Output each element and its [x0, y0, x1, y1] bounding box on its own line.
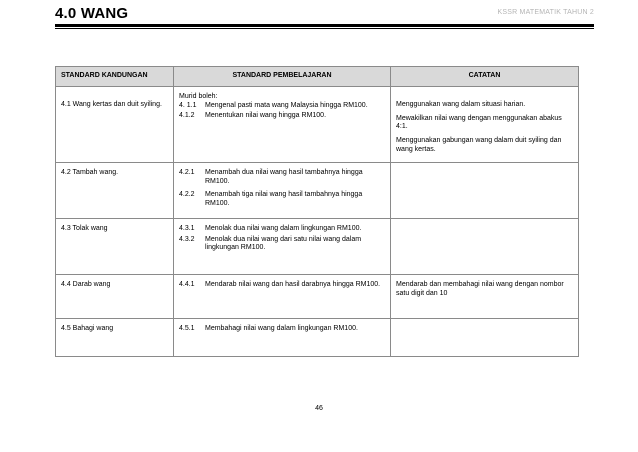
learning-standard-item	[179, 236, 385, 254]
kandungan-text: 4.1 Wang kertas dan duit syiling.	[61, 100, 162, 108]
item-text: Membahagi nilai wang dalam lingkungan RM100.	[205, 324, 358, 332]
header-divider	[55, 24, 594, 27]
item-number: 4.4.1	[179, 280, 195, 288]
kandungan-text: 4.5 Bahagi wang	[61, 324, 114, 332]
table-header-row	[56, 67, 579, 87]
item-text: Mendarab nilai wang dan hasil darabnya hingga RM100.	[205, 280, 381, 288]
kandungan-text: 4.4 Darab wang	[61, 280, 111, 288]
learning-standard-item	[179, 281, 385, 290]
cell-catatan	[391, 318, 579, 356]
catatan-note: Menggunakan wang dalam situasi harian.	[396, 100, 526, 108]
cell-standard-pembelajaran	[174, 274, 391, 318]
item-text: Menolak dua nilai wang dalam lingkungan RM100.	[205, 224, 362, 232]
item-number: 4.2.2	[179, 191, 195, 199]
kandungan-text: 4.2 Tambah wang.	[61, 168, 119, 176]
catatan-note: Mendarab dan membahagi nilai wang dengan nombor satu digit dan 10	[396, 280, 564, 297]
cell-standard-kandungan	[56, 318, 174, 356]
item-text: Menolak dua nilai wang dari satu nilai wang dalam lingkungan RM100.	[205, 235, 362, 252]
page-title: 4.0 WANG	[55, 5, 129, 22]
item-text: Mengenal pasti mata wang Malaysia hingga RM100.	[205, 101, 368, 109]
learning-standard-item	[179, 169, 385, 187]
cell-standard-kandungan	[56, 218, 174, 274]
item-text: Menambah dua nilai wang hasil tambahnya hingga RM100.	[205, 168, 363, 185]
item-number: 4.5.1	[179, 324, 195, 332]
item-number: 4.3.1	[179, 224, 195, 232]
cell-standard-kandungan	[56, 86, 174, 162]
learning-standard-item	[179, 191, 385, 209]
cell-catatan	[391, 218, 579, 274]
column-header-catatan: CATATAN	[391, 67, 579, 87]
learning-standard-item	[179, 112, 385, 121]
table-row	[56, 274, 579, 318]
standards-table	[55, 66, 579, 357]
header-divider-thin	[55, 28, 594, 29]
cell-standard-pembelajaran	[174, 162, 391, 218]
learning-standard-item	[179, 325, 385, 334]
column-header-pembelajaran: STANDARD PEMBELAJARAN	[174, 67, 391, 87]
cell-standard-kandungan	[56, 162, 174, 218]
catatan-note: Mewakilkan nilai wang dengan menggunakan abakus 4:1.	[396, 114, 562, 131]
column-header-kandungan: STANDARD KANDUNGAN	[56, 67, 174, 87]
item-number: 4.1.2	[179, 112, 195, 120]
page-number: 46	[315, 405, 323, 412]
cell-standard-pembelajaran	[174, 218, 391, 274]
table-row	[56, 86, 579, 162]
item-number: 4. 1.1	[179, 101, 197, 109]
intro-text: Murid boleh:	[179, 92, 218, 100]
cell-catatan	[391, 86, 579, 162]
catatan-note: Menggunakan gabungan wang dalam duit syiling dan wang kertas.	[396, 137, 562, 153]
item-text: Menentukan nilai wang hingga RM100.	[205, 112, 327, 120]
table-row	[56, 218, 579, 274]
cell-catatan	[391, 162, 579, 218]
cell-catatan	[391, 274, 579, 318]
table-row	[56, 318, 579, 356]
kandungan-text: 4.3 Tolak wang	[61, 224, 108, 232]
item-text: Menambah tiga nilai wang hasil tambahnya hingga RM100.	[205, 191, 363, 207]
cell-standard-pembelajaran	[174, 318, 391, 356]
item-number: 4.2.1	[179, 168, 195, 176]
item-number: 4.3.2	[179, 235, 195, 243]
learning-standard-item	[179, 225, 385, 234]
cell-standard-pembelajaran	[174, 86, 391, 162]
document-subtitle: KSSR MATEMATIK TAHUN 2	[497, 9, 594, 16]
table-row	[56, 162, 579, 218]
learning-standard-item	[179, 102, 385, 111]
cell-standard-kandungan	[56, 274, 174, 318]
